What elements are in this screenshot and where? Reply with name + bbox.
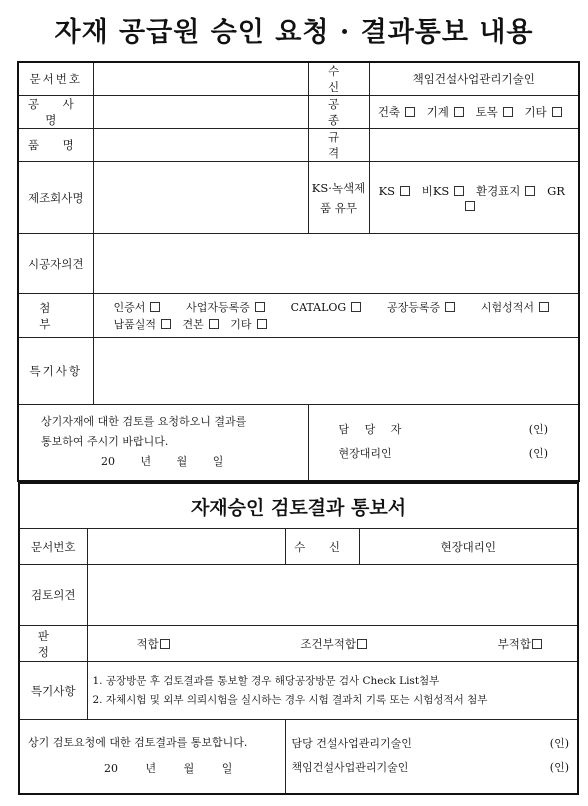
result-recipient-value: 현장대리인 <box>359 529 578 565</box>
checkbox[interactable] <box>445 302 455 312</box>
result-recipient-label: 수 신 <box>285 529 359 565</box>
judgment-option: 조건부적합 <box>300 636 371 652</box>
checkbox[interactable] <box>257 319 267 329</box>
ks-label <box>308 162 369 234</box>
result-notes-label: 특기사항 <box>19 662 87 720</box>
attach-option: 시험성적서 <box>481 299 553 316</box>
notes-label: 특기사항 <box>18 338 93 405</box>
seal-mark: (인) <box>528 423 548 437</box>
attach-option: 납품실적 <box>114 318 176 331</box>
attach-option: 공장등록증 <box>387 299 459 316</box>
recipient-value: 책임건설사업관리기술인 <box>369 62 579 96</box>
checkbox[interactable] <box>532 639 542 649</box>
judgment-option: 적합 <box>137 636 174 652</box>
notify-text: 상기 검토요청에 대한 검토결과를 통보합니다. <box>28 736 248 750</box>
project-name-label: 공 사 명 <box>18 96 93 129</box>
ks-label-line2: 품 유무 <box>320 200 357 215</box>
checkbox[interactable] <box>351 302 361 312</box>
checkbox[interactable] <box>525 186 535 196</box>
review-opinion-field[interactable] <box>87 565 578 626</box>
checkbox[interactable] <box>465 201 475 211</box>
checkbox[interactable] <box>454 186 464 196</box>
result-date: 20 년 월 일 <box>104 762 233 776</box>
notify-statement <box>19 720 285 794</box>
request-statement <box>18 405 308 481</box>
engineer-in-charge-label: 담당 건설사업관리기술인 <box>291 737 412 751</box>
spec-field[interactable] <box>369 129 579 162</box>
checkbox[interactable] <box>161 319 171 329</box>
doc-no-label: 문서번호 <box>18 62 93 96</box>
result-notes <box>87 662 578 720</box>
doc-no-field[interactable] <box>93 62 308 96</box>
contractor-opinion-label: 시공자의견 <box>18 234 93 294</box>
judgment-options <box>87 626 578 662</box>
trade-option: 기계 <box>427 105 468 119</box>
request-date: 20 년 월 일 <box>101 455 224 469</box>
trade-option: 기타 <box>524 105 565 119</box>
result-form-table <box>18 482 579 795</box>
product-name-label: 품 명 <box>18 129 93 162</box>
checkbox[interactable] <box>400 186 410 196</box>
checkbox[interactable] <box>255 302 265 312</box>
review-opinion-label: 검토의견 <box>19 565 87 626</box>
result-signature-block <box>285 720 578 794</box>
page-title: 자재 공급원 승인 요청 · 결과통보 내용 <box>54 17 534 48</box>
notes-field[interactable] <box>93 338 579 405</box>
checkbox[interactable] <box>357 639 367 649</box>
responsible-engineer-label: 책임건설사업관리기술인 <box>291 761 409 775</box>
checkbox[interactable] <box>160 639 170 649</box>
seal-mark: (인) <box>549 737 569 751</box>
checkbox[interactable] <box>454 107 464 117</box>
checkbox[interactable] <box>150 302 160 312</box>
contractor-opinion-field[interactable] <box>93 234 579 294</box>
manufacturer-label: 제조회사명 <box>18 162 93 234</box>
site-agent-label: 현장대리인 <box>338 447 392 461</box>
ks-option: 환경표지 <box>476 184 539 198</box>
ks-option: 비KS <box>422 184 469 198</box>
judgment-label: 판 정 <box>19 626 87 662</box>
manufacturer-field[interactable] <box>93 162 308 234</box>
recipient-label: 수 신 <box>308 62 369 96</box>
checkbox[interactable] <box>503 107 513 117</box>
project-name-field[interactable] <box>93 96 308 129</box>
attachment-options <box>93 294 579 338</box>
checkbox[interactable] <box>539 302 549 312</box>
attachment-label: 첨 부 <box>18 294 93 338</box>
attach-option: CATALOG <box>291 299 366 316</box>
trade-option: 건축 <box>378 105 419 119</box>
product-name-field[interactable] <box>93 129 308 162</box>
trade-label: 공 종 <box>308 96 369 129</box>
attach-option: 인증서 <box>114 299 165 316</box>
checkbox[interactable] <box>209 319 219 329</box>
result-doc-no-field[interactable] <box>87 529 285 565</box>
ks-option: GR <box>464 184 569 213</box>
request-form-table <box>17 61 580 482</box>
result-title: 자재승인 검토결과 통보서 <box>19 483 578 529</box>
spec-label: 규 격 <box>308 129 369 162</box>
ks-options <box>369 162 579 234</box>
note-item: 1. 공장방문 후 검토결과를 통보할 경우 해당공장방문 검사 Check List첨부 <box>92 674 440 687</box>
attach-option: 견본 <box>183 318 223 331</box>
request-text-line2: 통보하여 주시기 바랍니다. <box>41 435 169 449</box>
checkbox[interactable] <box>552 107 562 117</box>
note-item: 2. 자체시험 및 외부 의뢰시험을 실시하는 경우 시험 결과치 기록 또는 시험성적서 첨부 <box>92 693 488 706</box>
judgment-option: 부적합 <box>498 636 546 652</box>
result-doc-no-label: 문서번호 <box>19 529 87 565</box>
signature-block <box>308 405 579 481</box>
trade-options <box>369 96 579 129</box>
seal-mark: (인) <box>549 761 569 775</box>
request-text-line1: 상기자재에 대한 검토를 요청하오니 결과를 <box>41 415 247 429</box>
attach-option: 사업자등록증 <box>186 299 269 316</box>
trade-option: 토목 <box>476 105 517 119</box>
ks-option: KS <box>379 184 414 198</box>
attach-option: 기타 <box>230 318 270 331</box>
ks-label-line1: KS·녹색제 <box>311 180 366 195</box>
checkbox[interactable] <box>405 107 415 117</box>
seal-mark: (인) <box>528 447 548 461</box>
person-in-charge-label: 담 당 자 <box>338 423 408 437</box>
